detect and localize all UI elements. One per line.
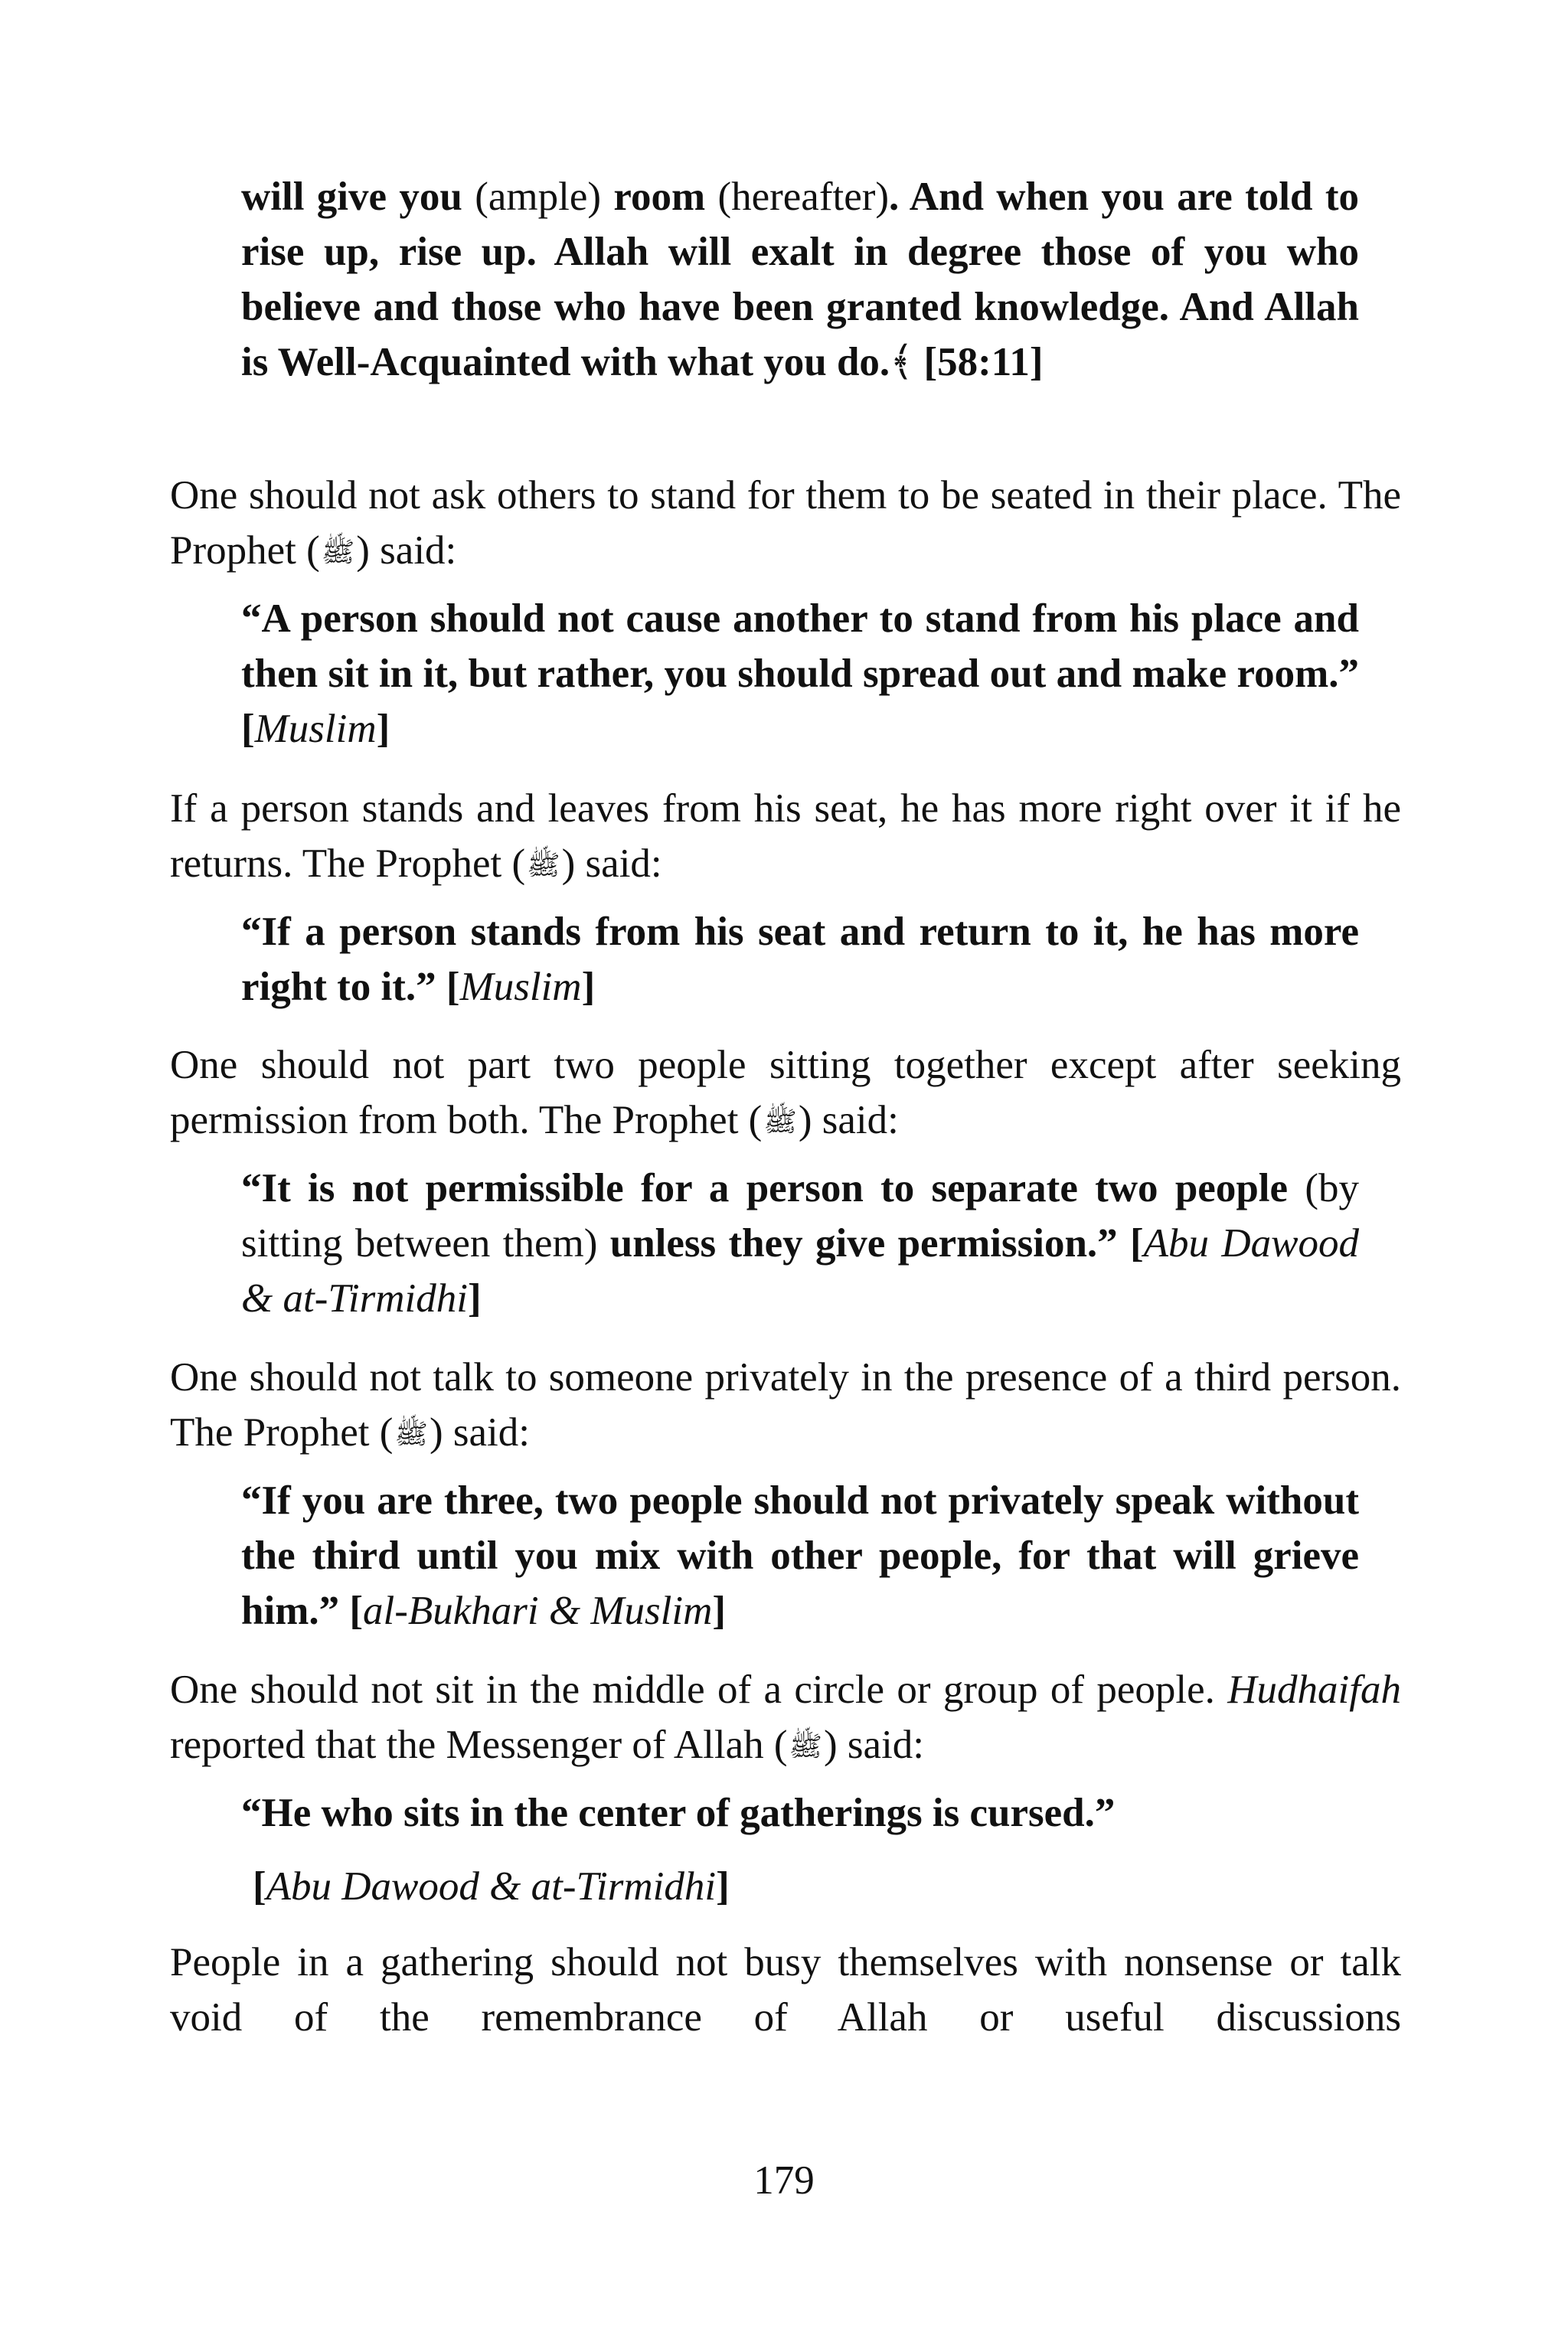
paragraph-private-talk [170, 1350, 1401, 1462]
verse-text-3: room [613, 175, 706, 219]
hadith-source: al-Bukhari & Muslim [363, 1589, 713, 1633]
paragraph-text: One should not sit in the middle of a circle or group of people. [170, 1668, 1228, 1712]
hadith-text: “A person should not cause another to stand from his place and then sit in it, but rather, you should spread out and make room.” [ [241, 596, 1359, 751]
hadith-text: “He who sits in the center of gatherings is cursed.” [241, 1791, 1116, 1835]
salutation-glyph: ﷺ [527, 850, 560, 880]
hadith-text-end: unless they give permission.” [ [609, 1221, 1144, 1266]
paragraph-text: One should not talk to someone privately in the presence of a third person. The Prophet ( [170, 1355, 1401, 1455]
hadith-quote-three-people [241, 1473, 1359, 1638]
paragraph-text-continued: reported that the Messenger of Allah ( [170, 1723, 788, 1767]
hadith-source: Muslim [254, 707, 377, 751]
hadith-text: “If a person stands from his seat and return to it, he has more right to it.” [ [241, 910, 1359, 1009]
verse-text-5: . And when you are told to rise up, rise up. Allah will exalt in degree those of you who believe and those who have been granted knowledge. And Allah is Well-Acquainted with what you do. [241, 175, 1359, 384]
hadith-quote-center-of-gatherings [241, 1785, 1359, 1841]
paragraph-returning-to-seat [170, 781, 1401, 893]
salutation-glyph: ﷺ [394, 1419, 428, 1449]
paragraph-text: One should not part two people sitting together except after seeking permission from both. The Prophet ( [170, 1043, 1401, 1142]
hadith-source: Muslim [459, 965, 582, 1009]
paragraph-parting-two-people [170, 1037, 1401, 1149]
hadith-open-bracket: [ [253, 1864, 266, 1909]
paragraph-text-end: ) said: [561, 841, 662, 886]
hadith-source: Abu Dawood & at-Tirmidhi [241, 1221, 1359, 1321]
hadith-text-parenthetical: (by sitting between them) [241, 1166, 1359, 1266]
hadith-text: “If you are three, two people should not privately speak without the third until you mix with other people, for that will grieve him.” [ [241, 1478, 1359, 1633]
paragraph-sitting-in-middle [170, 1662, 1401, 1774]
hadith-close-bracket: ] [376, 707, 390, 751]
hadith-close-bracket: ] [467, 1276, 482, 1321]
paragraph-standing-for-others [170, 468, 1401, 580]
hadith-close-bracket: ] [712, 1589, 727, 1633]
paragraph-text-end: ) said: [429, 1410, 530, 1455]
hadith-close-bracket: ] [716, 1864, 730, 1909]
hadith-quote-standing [241, 591, 1359, 756]
page-number: 179 [753, 2158, 815, 2203]
narrator-name: Hudhaifah [1227, 1668, 1401, 1712]
paragraph-gathering-conduct [170, 1935, 1401, 2045]
salutation-glyph: ﷺ [789, 1731, 823, 1762]
hadith-quote-separating [241, 1161, 1359, 1326]
salutation-glyph: ﷺ [763, 1106, 797, 1137]
paragraph-text-end: ) said: [798, 1098, 899, 1142]
paragraph-text: People in a gathering should not busy themselves with nonsense or talk void of the remembrance of Allah or useful discussions [170, 1940, 1401, 2040]
quran-close-bracket: ﴾ [890, 340, 914, 384]
quran-verse-block [241, 169, 1359, 390]
salutation-glyph: ﷺ [321, 537, 355, 567]
verse-text-4: (hereafter) [705, 175, 890, 219]
verse-text-2: (ample) [462, 175, 614, 219]
paragraph-text-end: ) said: [824, 1723, 925, 1767]
hadith-quote-returning [241, 904, 1359, 1014]
hadith-source: Abu Dawood & at-Tirmidhi [266, 1864, 717, 1909]
hadith-reference-line [253, 1859, 1370, 1914]
paragraph-text: One should not ask others to stand for them to be seated in their place. The Prophet ( [170, 473, 1401, 573]
verse-text-1: will give you [241, 175, 462, 219]
paragraph-text-end: ) said: [356, 528, 457, 573]
hadith-text: “It is not permissible for a person to separate two people [241, 1166, 1289, 1210]
verse-reference: [58:11] [913, 340, 1044, 384]
paragraph-text: If a person stands and leaves from his seat, he has more right over it if he returns. The Prophet ( [170, 786, 1401, 886]
hadith-close-bracket: ] [581, 965, 596, 1009]
